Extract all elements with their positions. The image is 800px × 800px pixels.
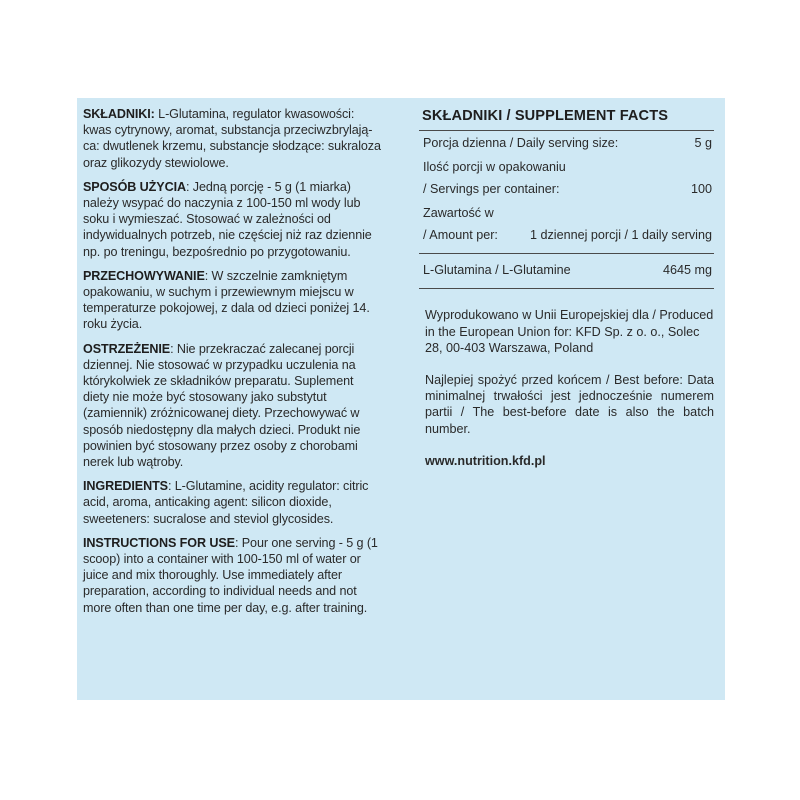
ingredient-amount: 4645 mg [662, 263, 712, 278]
ingredient-row [419, 254, 714, 289]
servings-label-row [419, 159, 714, 181]
section-ostrzezenie [83, 341, 381, 471]
section-heading: PRZECHOWYWANIE [83, 268, 205, 283]
section-skladniki [83, 106, 381, 171]
produced-in-text: Wyprodukowano w Unii Europejskiej dla / Produced in the European Union for: KFD Sp. z o. o., Solec 28, 00-403 Warszawa, Poland [425, 308, 714, 355]
product-label [77, 98, 725, 700]
section-heading: SPOSÓB UŻYCIA [83, 179, 186, 194]
section-ingredients [83, 478, 381, 527]
section-text: : Pour one serving - 5 g (1 scoop) into a container with 100-150 ml of water or juice and mix thoroughly. Use immediately after preparation, according to individual needs and not more often than one time per day, e.g. after training. [83, 535, 378, 615]
section-instructions [83, 535, 381, 616]
section-text: : L-Glutamine, acidity regulator: citric acid, aroma, anticaking agent: silicon dioxide, sweeteners: sucralose and steviol glycosides. [83, 479, 369, 526]
amount-label-pl: Zawartość w [423, 206, 494, 221]
section-text: : Nie przekraczać zalecanej porcji dziennej. Nie stosować w przypadku uczulenia na którykolwiek ze składników preparatu. Suplement diety nie może być stosowany jako substytut (zamiennik) zróżnicowanej diety. Przechowywać w sposób niedostępny dla małych dzieci. Produkt nie powinien być stosowany przez osoby z chorobami nerek lub wątroby. [83, 341, 361, 470]
supplement-facts-title: SKŁADNIKI / SUPPLEMENT FACTS [422, 108, 669, 124]
serving-size-value: 5 g [694, 136, 712, 151]
website-link[interactable]: www.nutrition.kfd.pl [425, 453, 546, 468]
section-text: : Jedną porcję - 5 g (1 miarka) należy wsypać do naczynia z 100-150 ml wody lub soku i wymieszać. Stosować w zależności od indywidualnych potrzeb, nie częściej niż raz dziennie np. po treningu, bezpośrednio po przygotowaniu. [83, 179, 372, 259]
label-left-column [83, 106, 381, 624]
servings-label-pl: Ilość porcji w opakowaniu [423, 160, 566, 175]
servings-value: 100 [690, 182, 712, 197]
serving-size-row [419, 135, 714, 159]
label-right-column [419, 106, 714, 469]
section-text: : W szczelnie zamkniętym opakowaniu, w suchym i przewiewnym miejscu w temperaturze pokojowej, z dala od dzieci poniżej 14. roku życia. [83, 268, 370, 332]
amount-label-en: / Amount per: [423, 228, 498, 243]
amount-value: 1 dziennej porcji / 1 daily serving [529, 228, 712, 243]
manufacturer-info [425, 307, 714, 436]
best-before-text: Najlepiej spożyć przed końcem / Best before: Data minimalnej trwałości jest jednocześnie numerem partii / The best-before date is also the batch number. [425, 373, 714, 436]
section-text: L-Glutamina, regulator kwasowości: kwas cytrynowy, aromat, substancja przeciwzbrylają-ca: dwutlenek krzemu, substancje słodzące: sukraloza oraz glikozydy stewiolowe. [83, 107, 381, 170]
servings-per-container-row [419, 181, 714, 205]
section-przechowywanie [83, 268, 381, 333]
amount-label-row [419, 205, 714, 227]
section-heading: OSTRZEŻENIE [83, 341, 171, 356]
section-heading: INSTRUCTIONS FOR USE [83, 535, 235, 550]
serving-size-label: Porcja dzienna / Daily serving size: [423, 136, 619, 151]
amount-per-row [419, 227, 714, 251]
section-heading: INGREDIENTS [83, 479, 168, 494]
servings-label-en: / Servings per container: [423, 182, 560, 197]
ingredient-name: L-Glutamina / L-Glutamine [423, 263, 571, 278]
section-sposob-uzycia [83, 179, 381, 260]
section-heading: SKŁADNIKI: [83, 107, 155, 121]
supplement-facts-table [419, 130, 714, 254]
